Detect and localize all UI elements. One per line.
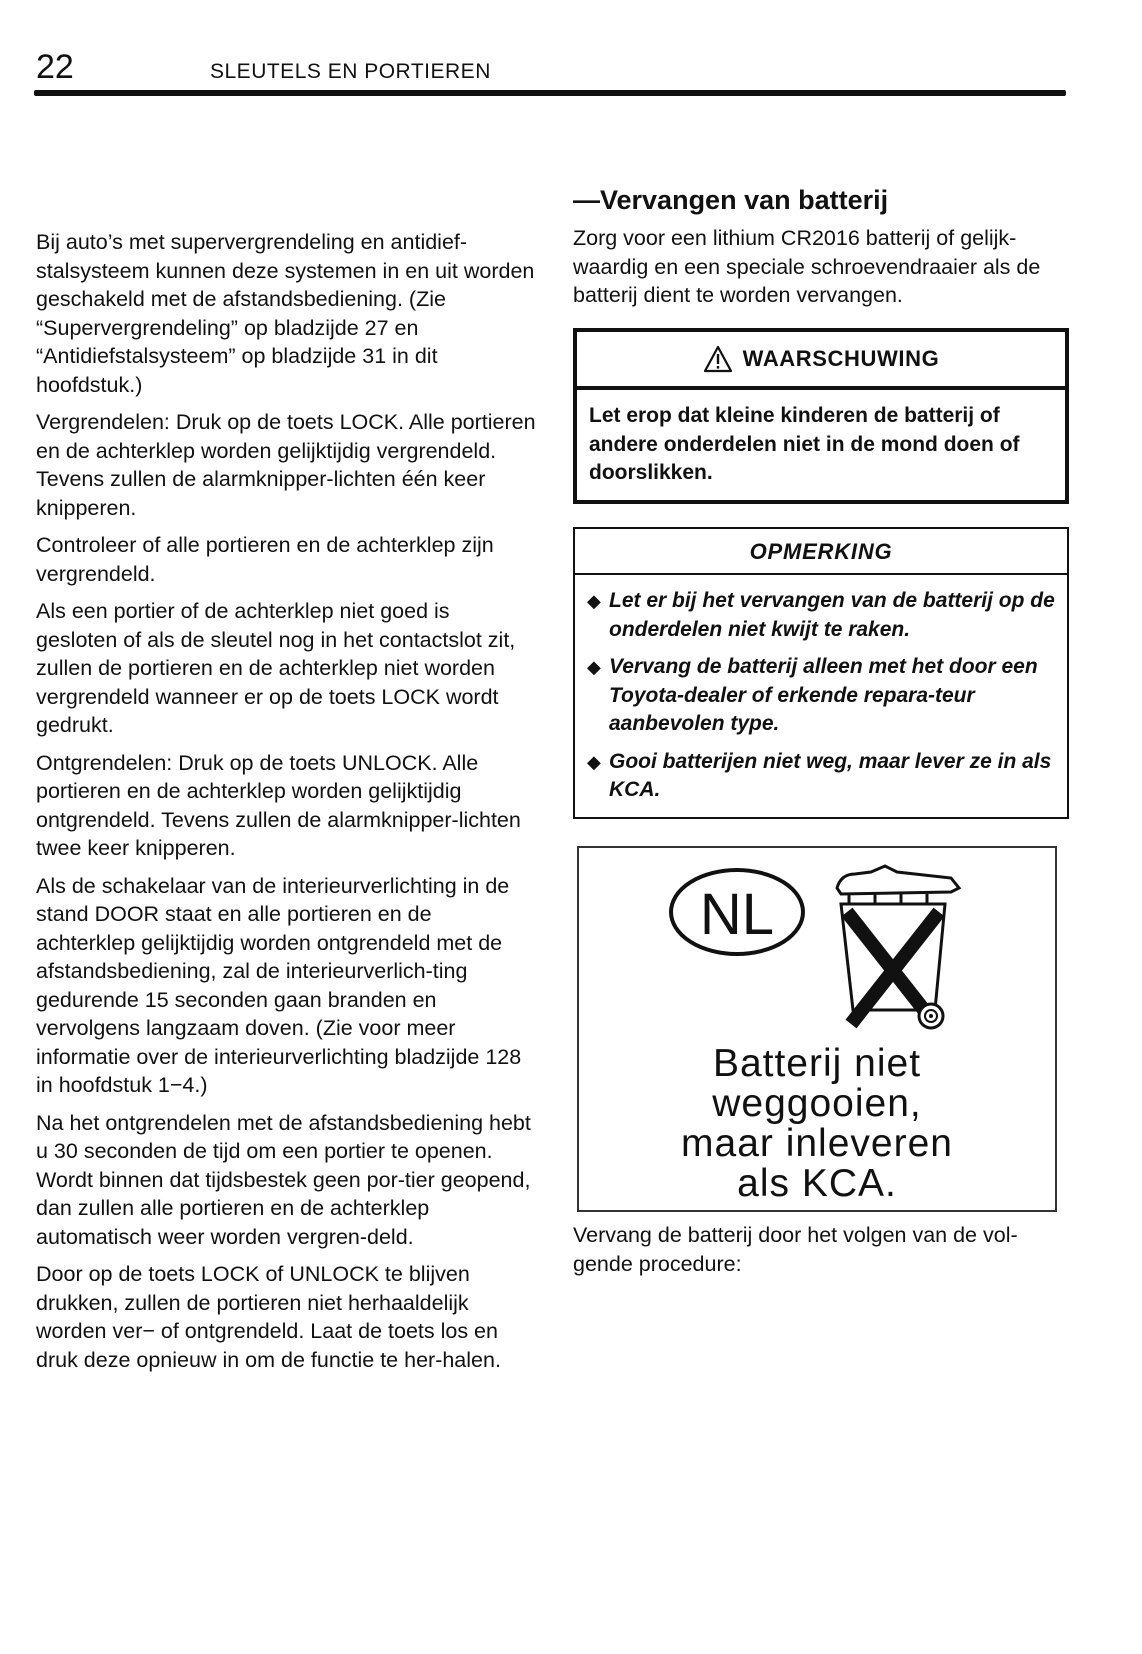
paragraph: Controleer of alle portieren en de achterklep zijn vergrendeld.	[36, 533, 494, 586]
left-column	[36, 228, 536, 1383]
list-item	[587, 653, 1057, 739]
paragraph: Door op de toets LOCK of UNLOCK te blijven drukken, zullen de portieren niet herhaaldelijk worden ver− of ontgrendeld. Laat de toets los en druk deze opnieuw in om de functie te her-halen.	[36, 1262, 501, 1372]
section-heading: —Vervangen van batterij	[573, 185, 889, 215]
note-item-text: Gooi batterijen niet weg, maar lever ze in als KCA.	[609, 749, 1052, 801]
note-item-text: Let er bij het vervangen van de batterij op de onderdelen niet kwijt te raken.	[609, 589, 1055, 641]
paragraph: Bij auto’s met supervergrendeling en antidief-stalsysteem kunnen deze systemen in en uit worden geschakeld met de afstandsbediening. (Zie “Supervergrendeling” op bladzijde 27 en “Antidiefstalsysteem” op bladzijde 31 in dit hoofdstuk.)	[36, 230, 535, 397]
badge-line: Batterij niet	[712, 1042, 922, 1085]
note-box	[573, 527, 1069, 819]
warning-text: Let erop dat kleine kinderen de batterij of andere onderdelen niet in de mond doen of doorslikken.	[589, 404, 1020, 484]
disposal-badge	[577, 846, 1057, 1212]
warning-triangle-icon	[703, 345, 733, 373]
right-column-intro	[573, 184, 1069, 310]
diamond-bullet-icon: ◆	[587, 751, 601, 772]
badge-line: weggooien,	[712, 1082, 922, 1125]
country-code: NL	[699, 882, 775, 947]
warning-box	[573, 328, 1069, 504]
warning-title: WAARSCHUWING	[742, 346, 940, 371]
note-list	[575, 575, 1067, 805]
intro-paragraph: Zorg voor een lithium CR2016 batterij of gelijk-waardig en een speciale schroevendraaier als de batterij dient te worden vervangen.	[573, 226, 1041, 307]
list-item	[587, 587, 1057, 644]
paragraph: Vergrendelen: Druk op de toets LOCK. Alle portieren en de achterklep worden gelijktijdig vergrendeld. Tevens zullen de alarmknipper-lichten één keer knipperen.	[36, 410, 536, 520]
page-number: 22	[36, 48, 74, 86]
chapter-title: SLEUTELS EN PORTIEREN	[210, 60, 491, 83]
note-item-text: Vervang de batterij alleen met het door een Toyota‐dealer of erkende repara-teur aanbevolen type.	[609, 655, 1038, 735]
header-divider	[34, 90, 1066, 96]
paragraph: Ontgrendelen: Druk op de toets UNLOCK. Alle portieren en de achterklep worden gelijktijdig ontgrendeld. Tevens zullen de alarmknipper-lichten twee keer knipperen.	[36, 750, 521, 860]
crossed-out-wheelie-bin-icon	[837, 866, 959, 1028]
badge-line: maar inleveren	[681, 1122, 953, 1165]
warning-header	[577, 332, 1065, 390]
paragraph: Als de schakelaar van de interieurverlichting in de stand DOOR staat en alle portieren en de achterklep gelijktijdig worden ontgrendeld met de afstandsbediening, zal de interieurverlich-ting gedurende 15 seconden gaan branden en vervolgens langzaam doven. (Zie voor meer informatie over de interieurverlichting bladzijde 128 in hoofdstuk 1−4.)	[36, 873, 522, 1097]
list-item	[587, 748, 1057, 805]
badge-caption	[579, 1044, 1055, 1204]
note-title: OPMERKING	[575, 529, 1067, 575]
diamond-bullet-icon: ◆	[587, 657, 601, 677]
paragraph: Na het ontgrendelen met de afstandsbediening hebt u 30 seconden de tijd om een portier te openen. Wordt binnen dat tijdsbestek geen por-tier geopend, dan zullen alle portieren en de achterklep automatisch weer worden vergren-deld.	[36, 1110, 531, 1249]
diamond-bullet-icon: ◆	[587, 591, 601, 611]
badge-graphic	[579, 848, 1055, 1048]
nl-country-oval	[671, 870, 803, 954]
procedure-paragraph: Vervang de batterij door het volgen van de vol-gende procedure:	[573, 1223, 1018, 1276]
paragraph: Als een portier of de achterklep niet goed is gesloten of als de sleutel nog in het contactslot zit, zullen de portieren en de achterklep niet worden vergrendeld wanneer er op de toets LOCK wordt gedrukt.	[36, 599, 516, 737]
badge-line: als KCA.	[737, 1162, 897, 1205]
